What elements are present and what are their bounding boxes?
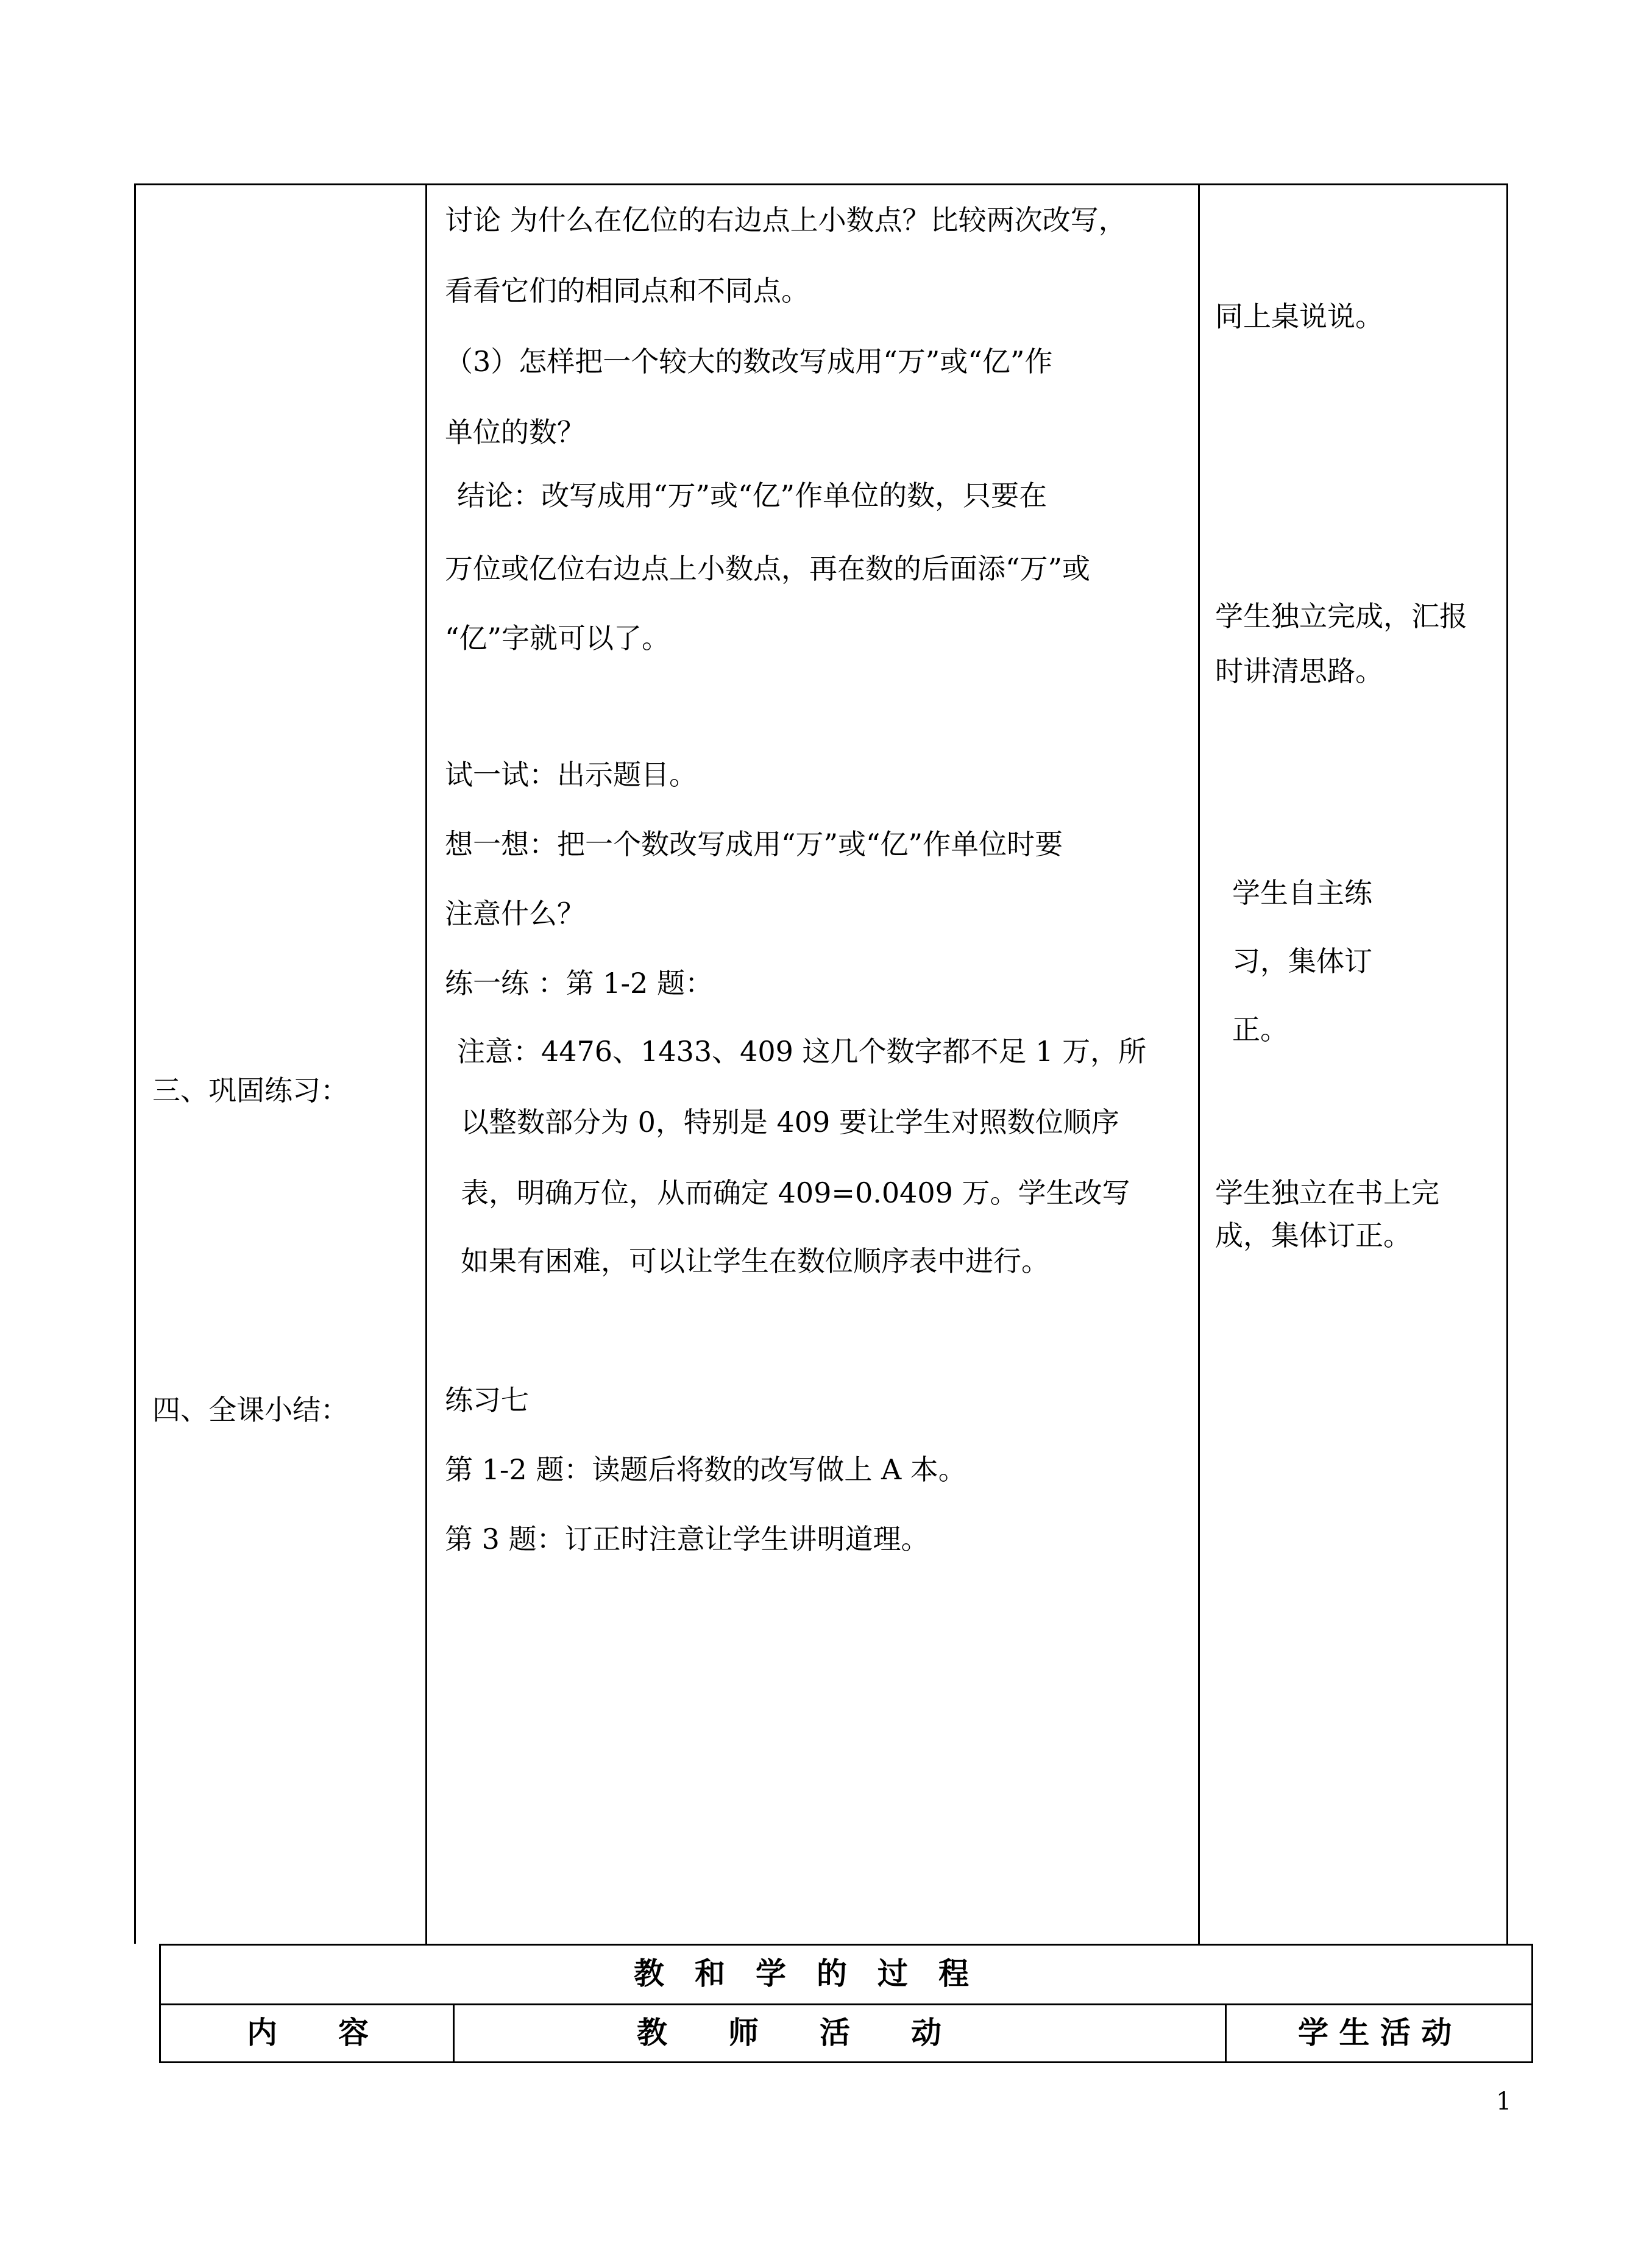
teacher-text-line: 试一试：出示题目。 [445,758,697,791]
teacher-text-line: “亿”字就可以了。 [445,622,670,655]
teacher-text-line: 想一想：把一个数改写成用“万”或“亿”作单位时要 [445,828,1063,861]
teacher-text-line: 表，明确万位，从而确定 409=0.0409 万。学生改写 [461,1176,1130,1209]
teacher-text-line: 万位或亿位右边点上小数点，再在数的后面添“万”或 [445,552,1091,585]
teacher-text-line: 以整数部分为 0，特别是 409 要让学生对照数位顺序 [461,1106,1119,1139]
header-title: 教 和 学 的 过 程 [634,1955,969,1991]
main-table-right-border [1506,183,1508,1944]
header-col-content: 内 容 [247,2014,369,2050]
header-col-student: 学 生 活 动 [1298,2014,1452,2050]
page-number: 1 [1496,2088,1512,2116]
header-table-middle-border [159,2003,1533,2005]
teacher-text-line: 第 3 题：订正时注意让学生讲明道理。 [445,1523,929,1555]
main-table-top-border [134,183,1508,185]
teacher-text-line: 练习七 [445,1384,529,1417]
header-table-left-border [159,1944,161,2063]
header-table-top-border [159,1944,1533,1946]
student-text-line: 成，集体订正。 [1215,1219,1411,1252]
teacher-text-line: 单位的数？ [445,416,585,449]
header-table-right-border [1531,1944,1533,2063]
student-text-line: 同上桌说说。 [1215,300,1383,333]
teacher-text-line: （3）怎样把一个较大的数改写成用“万”或“亿”作 [445,345,1053,378]
teacher-text-line: 第 1-2 题：读题后将数的改写做上 A 本。 [445,1453,966,1486]
student-text-line: 学生独立在书上完 [1215,1176,1439,1209]
header-table-divider-2 [1225,2003,1227,2063]
teacher-text-line: 结论：改写成用“万”或“亿”作单位的数，只要在 [457,479,1048,512]
section-4-label: 四、全课小结： [152,1393,349,1426]
header-col-teacher: 教 师 活 动 [637,2014,941,2050]
main-table-divider-1 [425,183,427,1944]
teacher-text-line: 练一练 ：第 1-2 题： [445,967,713,1000]
teacher-text-line: 如果有困难，可以让学生在数位顺序表中进行。 [461,1245,1049,1278]
header-table-bottom-border [159,2061,1533,2063]
student-text-line: 学生自主练 [1232,876,1372,909]
teacher-text-line: 注意：4476、1433、409 这几个数字都不足 1 万，所 [457,1035,1147,1068]
teacher-text-line: 注意什么？ [445,897,585,930]
student-text-line: 学生独立完成，汇报 [1215,600,1467,633]
main-table-left-border [134,183,136,1944]
teacher-text-line: 讨论 为什么在亿位的右边点上小数点？比较两次改写， [445,204,1127,236]
student-text-line: 时讲清思路。 [1215,655,1383,688]
teacher-text-line: 看看它们的相同点和不同点。 [445,274,809,307]
main-table-divider-2 [1198,183,1200,1944]
section-3-label: 三、巩固练习： [152,1074,349,1107]
header-table-divider-1 [453,2003,455,2063]
student-text-line: 正。 [1232,1013,1288,1046]
student-text-line: 习，集体订 [1232,945,1372,978]
